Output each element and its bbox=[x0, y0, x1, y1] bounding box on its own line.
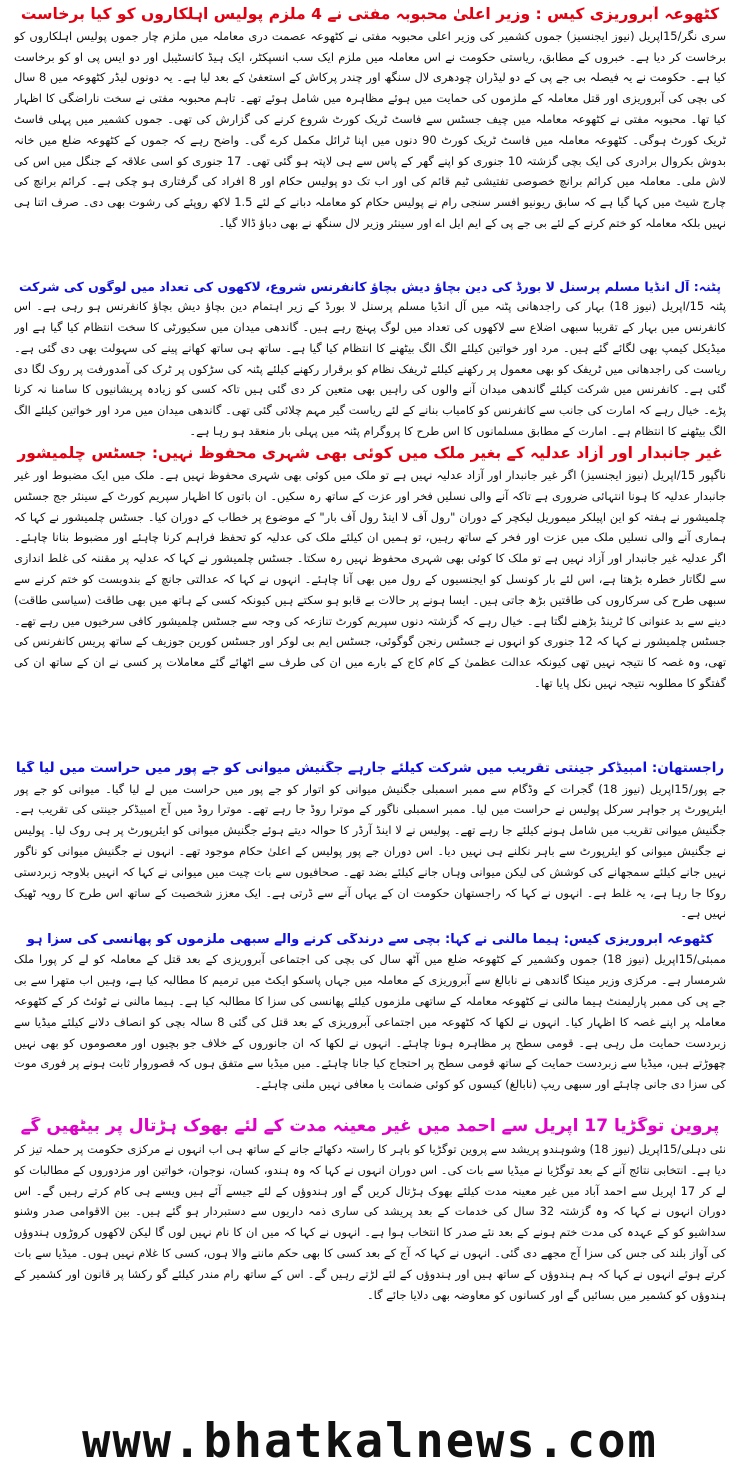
site-url-footer[interactable]: www.bhatkalnews.com bbox=[82, 1414, 658, 1469]
headline: راجستھان: امبیڈکر جینتی تقریب میں شرکت کیلئے جارہے جگنیش میوانی کو جے پور میں حراست میں لیا گیا bbox=[15, 761, 725, 776]
article-patna-conference bbox=[14, 280, 726, 441]
headline: پٹنہ: آل انڈیا مسلم پرسنل لا بورڈ کی دین بچاؤ دیش بچاؤ کانفرنس شروع، لاکھوں کی تعداد میں لوگوں کی شرکت bbox=[18, 279, 722, 294]
article-body: نئی دہلی/15اپریل (نیوز 18) وشوہندو پریشد سے پروین توگڑیا کو باہر کا راستہ دکھائے جانے کے ساتھ ہی اب انہوں نے مرکزی حکومت پر حملہ تیز کر دیا ہے۔ انتخابی نتائج آنے کے بعد توگڑیا نے میڈیا سے بات کی۔ اس دوران انہوں نے کہا کہ وہ ہندو، کسان، نوجوان، خواتین اور مزدوروں کے مطالبات کو لے کر 17 اپریل سے احمد آباد میں غیر معینہ مدت کیلئے بھوک ہڑتال کریں گے اور ہندوؤں کے لئے جیسے آئے ہیں ویسے ہی کام کرتے رہیں گے۔ اس دوران انہوں نے کہا کہ وہ گزشتہ 32 سال کی خدمات کے بعد پریشد کی ساری ذمہ داریوں سے دستبردار ہو گئے ہیں۔ بین الاقوامی صدر وشنو سداشیو کو کے عہدہ کی مدت ختم ہونے کے بعد نئے صدر کا انتخاب ہوا ہے۔ انہوں نے کہا کہ میں ان کا نام نہیں لوں گا لیکن لاکھوں کروڑوں ہندوؤں کی آواز بلند کی جس کی سزا آج مجھے دی گئی۔ انہوں نے کہا کہ آج کے بعد کسی کا بھی حکم ماننے والا ہوں، کسی کا غلام نہیں ہوں۔ میڈیا سے بات کرتے ہوئے انہوں نے کہا کہ ہم ہندوؤں کے ساتھ ہیں اور ہندوؤں کے لئے لڑتے رہیں گے۔ اس کے ساتھ رام مندر کیلئے گو رکشا پر قانون اور کشمیر کے ہندوؤں کو کشمیر میں بسائیں گے اور کسانوں کو معاوضہ بھی دلایا جائے گا۔ bbox=[14, 1142, 726, 1302]
article-body: سری نگر/15اپریل (نیوز ایجنسیز) جموں کشمیر کی وزیر اعلی محبوبہ مفتی نے کٹھوعہ عصمت دری معاملہ میں ملزم چار جموں پولیس اہلکاروں کو برخاست کر دیا ہے۔ خبروں کے مطابق، ریاستی حکومت نے اس معاملہ میں ملزم ایک سب انسپکٹر، ایک ہیڈ کانسٹیبل اور دو ایس پی او کو برخاست کیا ہے۔ حکومت نے یہ فیصلہ بی جے پی کے دو لیڈران چودھری لال سنگھ اور چندر پرکاش کے استعفیٰ کے بعد لیا ہے۔ یہ دونوں لیڈر کٹھوعہ میں 8 سال کی بچی کی آبروریزی اور قتل معاملہ کے ملزموں کی حمایت میں ہوئے مظاہرہ میں شامل ہوئے تھے۔ تاہم محبوبہ مفتی نے سخت ناراضگی کا اظہار کیا تھا۔ محبوبہ مفتی نے کٹھوعہ معاملہ میں چیف جسٹس سے فاسٹ ٹریک کورٹ شروع کرنے کی گزارش کی تھی۔ جموں کشمیر میں پہلی فاسٹ ٹریک کورٹ ہوگی۔ کٹھوعہ معاملہ میں فاسٹ ٹریک کورٹ 90 دنوں میں اپنا ٹرائل مکمل کرے گی۔ واضح رہے کہ جموں کے کٹھوعہ ضلع میں خانہ بدوش بکروال برادری کی ایک بچی گزشتہ 10 جنوری کو اپنے گھر کے پاس سے ہی لاپتہ ہو گئی تھی۔ 17 جنوری کو اسی علاقہ کے جنگل میں اس کی لاش ملی۔ معاملہ میں کرائم برانچ خصوصی تفتیشی ٹیم قائم کی اور اب تک دو پولیس حکام اور 8 افراد کی گرفتاری ہو چکی ہے۔ کرائم برانچ کی چارج شیٹ میں کہا گیا ہے کہ سابق ریونیو افسر سنجی رام نے پولیس حکام کو معاملہ دبانے کے لئے 1.5 لاکھ روپئے کی رشوت بھی دی۔ صرف اتنا ہی نہیں بلکہ معاملہ کو ختم کرنے کے لئے بی جے پی کے ایم ایل اے اور سینئر وزیر لال سنگھ نے بھی دباؤ ڈالا گیا۔ bbox=[14, 28, 726, 230]
headline: کٹھوعہ آبروریزی کیس: ہیما مالنی نے کہا: بچی سے درندگی کرنے والے سبھی ملزموں کو پھانسی کی سزا ہو bbox=[26, 932, 714, 947]
article-body: پٹنہ 15/اپریل (نیوز 18) بہار کی راجدھانی پٹنہ میں آل انڈیا مسلم پرسنل لا بورڈ کے زیر اہتمام دین بچاؤ دیش بچاؤ کانفرنس ہو رہی ہے۔ اس کانفرنس میں بہار کے تقریبا سبھی اضلاع سے لاکھوں کی تعداد میں لوگ پہنچ رہے ہیں۔ گاندھی میدان میں سکیورٹی کا سخت انتظام کیا گیا ہے اور میڈیکل کیمپ بھی لگائے گئے ہیں۔ مرد اور خواتین کیلئے الگ الگ بیٹھنے کا انتظام کیا گیا ہے۔ ساتھ ہی ساتھ کھانے پینے کی سہولت بھی دی گئی ہے۔ ریاست کی راجدھانی میں ٹریفک کو بھی معمول پر رکھنے کیلئے ٹریفک نظام کو برقرار رکھنے کیلئے پٹنہ کی سڑکوں پر ٹرک کی آمدورفت پر روک لگا دی گئی ہے۔ کانفرنس میں شرکت کیلئے گاندھی میدان آنے والوں کی راہیں بھی متعین کر دی گئی ہیں تاکہ کسی کو زیادہ پریشانیوں کا سامنا نہ کرنا پڑے۔ خیال رہے کہ امارت کی جانب سے کانفرنس کو کامیاب بنانے کے لئے ریاست گیر مہم چلائی گئی تھی۔ گاندھی میدان میں مرد اور خواتین کیلئے الگ الگ بیٹھنے کا انتظام ہے۔ امارت کے مطابق مسلمانوں کا اس طرح کا پروگرام پٹنہ میں پہلی بار منعقد ہو رہا ہے۔ bbox=[14, 299, 726, 438]
headline: کٹھوعہ آبروریزی کیس : وزیر اعلیٰ محبوبہ مفتی نے 4 ملزم پولیس اہلکاروں کو کیا برخاست bbox=[20, 6, 720, 23]
article-body: ممبئی/15اپریل (نیوز 18) جموں وکشمیر کے کٹھوعہ ضلع میں آٹھ سال کی بچی کی اجتماعی آبروریزی کے بعد قتل کے معاملہ کو لے کر پورا ملک شرمسار ہے۔ مرکزی وزیر مینکا گاندھی نے نابالغ سے آبروریزی کے معاملہ میں جہاں پاسکو ایکٹ میں ترمیم کا مطالبہ کیا ہے، وہیں اب متھرا سے بی جے پی کی ممبر پارلیمنٹ ہیما مالنی نے کٹھوعہ معاملہ کے ساتھی ملزموں کیلئے پھانسی کی سزا کا مطالبہ کیا ہے۔ ہیما مالنی نے ٹوئٹ کر کے کٹھوعہ معاملہ پر اپنے غصہ کا اظہار کیا۔ انہوں نے لکھا کہ کٹھوعہ میں اجتماعی آبروریزی کے بعد قتل کی گئی 8 سالہ بچی کو انصاف دلانے کیلئے میڈیا سے زبردست حمایت مل رہی ہے۔ قومی سطح پر مظاہرہ ہونا چاہئے۔ انہوں نے لکھا کہ ان جانوروں کے خلاف جو بچیوں اور معصوموں کو بھی نہیں چھوڑتے ہیں، میڈیا سے زبردست حمایت کے ساتھ قومی سطح پر احتجاج کیا جانا چاہئے۔ میں میڈیا سے متفق ہوں کہ قصوروار ثابت ہونے پر فوری موت کی سزا دی جانی چاہئے اور سبھی ریپ (نابالغ) کیسوں کو کوئی ضمانت یا معافی نہیں ملنی چاہئے۔ bbox=[14, 952, 726, 1092]
article-justice-chelameswar bbox=[14, 445, 726, 757]
article-jignesh-mevani bbox=[14, 761, 726, 929]
article-kathua-police-dismissal bbox=[14, 6, 726, 276]
article-pravin-togadia bbox=[14, 1117, 726, 1325]
article-body: جے پور/15اپریل (نیوز 18) گجرات کے وڈگام سے ممبر اسمبلی جگنیش میوانی کو اتوار کو جے پور میں حراست میں لے لیا گیا۔ میوانی کو جے پور ایئرپورٹ پر جواہر سرکل پولیس نے حراست میں لیا۔ ممبر اسمبلی ناگور کے موترا روڈ جا رہے تھے۔ موترا روڈ میں آج امبیڈکر جینتی کی تقریب ہے۔ جگنیش میوانی تقریب میں شامل ہونے کیلئے جا رہے تھے۔ پولیس نے لا اینڈ آرڈر کا حوالہ دیتے ہوئے جگنیش میوانی کو ایئرپورٹ پر ہی روک لیا۔ پولیس نے جگنیش میوانی کو ایئرپورٹ سے باہر نکلنے ہی نہیں دیا۔ اس دوران جے پور پولیس کے اعلیٰ حکام موجود تھے۔ انہوں نے جگنیش میوانی کو ناگور نہیں جانے کیلئے سمجھانے کی کوشش کی لیکن میوانی وہاں جانے کیلئے بضد تھے۔ صحافیوں سے بات چیت میں میوانی نے کہا کہ انہیں بلاوجہ زبردستی روکا جا رہا ہے، یہ غلط ہے۔ انہوں نے کہا کہ راجستھان حکومت ان کے یہاں آنے سے ڈرتی ہے۔ ایک معزز شخصیت کے ساتھ اس طرح کا رویہ ٹھیک نہیں ہے۔ bbox=[14, 781, 726, 921]
headline: پروین توگڑیا 17 اپریل سے احمد میں غیر معینہ مدت کے لئے بھوک ہڑتال پر بیٹھیں گے bbox=[20, 1117, 720, 1137]
article-body: ناگپور 15/اپریل (نیوز ایجنسیز) اگر غیر جانبدار اور آزاد عدلیہ نہیں ہے تو ملک میں کوئی بھی شہری محفوظ نہیں ہے۔ ملک میں ایک مضبوط اور غیر جانبدار عدلیہ کا ہونا انتہائی ضروری ہے تاکہ آنے والی نسلیں فخر اور عزت کے ساتھ رہ سکیں۔ ان باتوں کا اظہار سپریم کورٹ کے سینئر جج جسٹس چلمیشور نے ہفتہ کو این اپیلکر میموریل لیکچر کے دوران "رول آف لا اینڈ رول آف بار" کے موضوع پر خطاب کے دوران کیا۔ جسٹس چلمیشور نے کہا کہ ہماری آنے والی نسلیں ملک میں عزت اور فخر کے ساتھ رہیں، تو ہمیں ان کیلئے ملک کی عدلیہ کو تحفظ فراہم کرنا چاہئے اور مضبوط بنانا چاہئے۔ اگر عدلیہ غیر جانبدار اور آزاد نہیں ہے تو ملک کا کوئی بھی شہری محفوظ نہیں رہ سکتا۔ جسٹس چلمیشور نے کہا کہ عدلیہ پر مقننہ کی غلط اندازی سے لگاتار خطرہ بڑھتا ہے، اس لئے بار کونسل کو ایجنسیوں کے رول میں بھی آنا چاہئے۔ انہوں نے کہا کہ عدالتی جانچ کے بندوبست کو ختم کرنے سے سبھی طرح کی سرکاروں کی طاقتیں بڑھ جاتی ہیں۔ ایسا ہونے پر حالات بے قابو ہو سکتے ہیں کیونکہ کسی کے ہاتھ میں بھی طاقت (سیاسی طاقت) دینے سے بد عنوانی کا ٹرینڈ بڑھنے لگتا ہے۔ خیال رہے کہ گزشتہ دنوں سپریم کورٹ تنازعہ کی وجہ سے جسٹس چلمیشور کافی سرخیوں میں رہے تھے۔ جسٹس چلمیشور نے کہا کہ 12 جنوری کو انہوں نے جسٹس رنجن گوگوئی، جسٹس ایم بی لوکر اور جسٹس کورین جوزیف کے ساتھ پریس کانفرنس کی تھی، وہ غصہ کا نتیجہ نہیں تھی کیونکہ عدالت عظمیٰ کے کام کاج کے بارے میں ان کی طرف سے اٹھائے گئے معاملات پر کسی نے ان کے ساتھ ان کی گفتگو کا مطلوبہ نتیجہ نہیں نکل پایا تھا۔ bbox=[14, 468, 726, 690]
headline: غیر جانبدار اور آزاد عدلیہ کے بغیر ملک میں کوئی بھی شہری محفوظ نہیں: جسٹس چلمیشور bbox=[17, 445, 723, 463]
article-hema-malini bbox=[14, 933, 726, 1114]
